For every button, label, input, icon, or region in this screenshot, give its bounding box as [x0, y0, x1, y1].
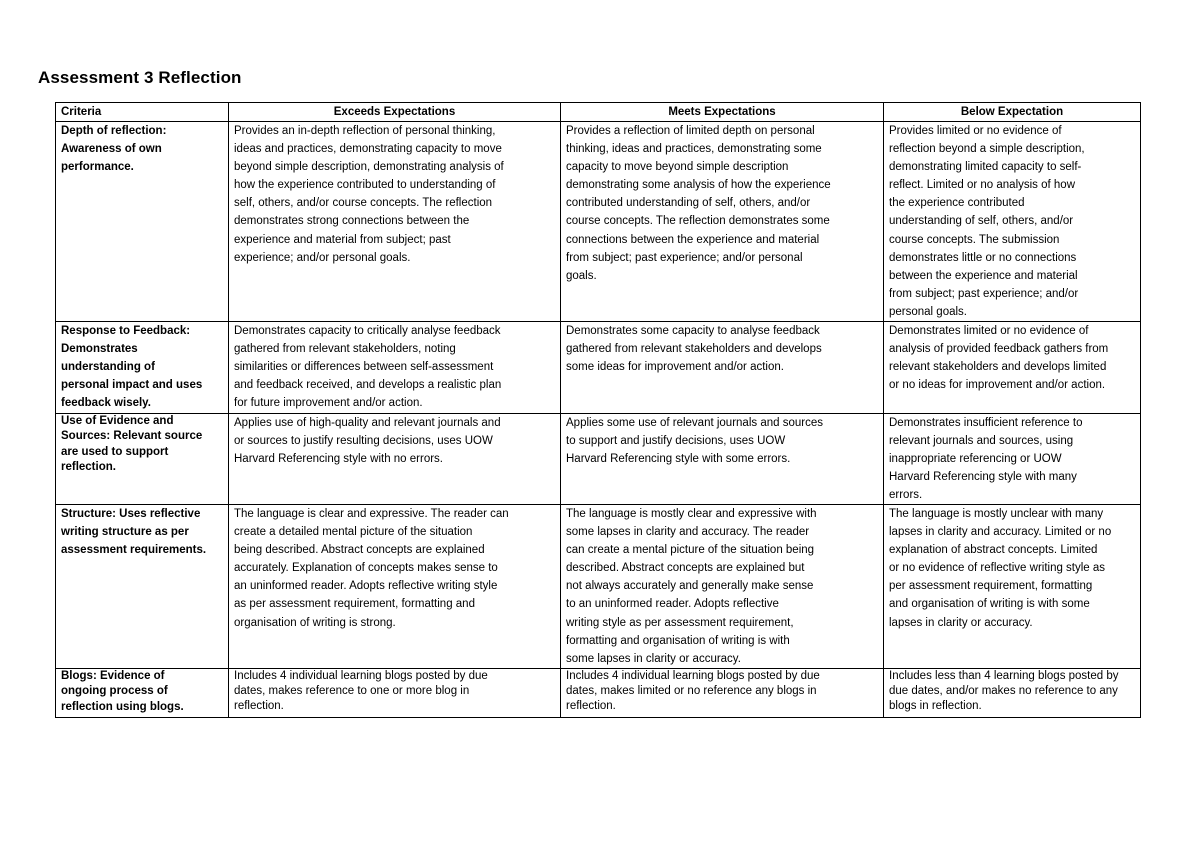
below-cell: Demonstrates limited or no evidence of analysis of provided feedback gathers from relevant stakeholders and develops limited or no ideas for improvement and/or action.: [884, 322, 1141, 413]
table-header-row: [56, 103, 1141, 122]
meets-cell: The language is mostly clear and expressive with some lapses in clarity and accuracy. The reader can create a mental picture of the situation being described. Abstract concepts are explained but not always accurately and generally make sense to an uninformed reader. Adopts reflective writing style as per assessment requirement, formatting and organisation of writing is with some lapses in clarity or accuracy.: [561, 504, 884, 668]
meets-cell: Provides a reflection of limited depth on personal thinking, ideas and practices, demonstrating some capacity to move beyond simple description demonstrating some analysis of how the experience contributed understanding of self, others, and/or course concepts. The reflection demonstrates some connections between the experience and material from subject; past experience; and/or personal goals.: [561, 122, 884, 322]
exceeds-cell: Applies use of high-quality and relevant journals and or sources to justify resulting decisions, uses UOW Harvard Referencing style with no errors.: [229, 413, 561, 504]
below-cell: Includes less than 4 learning blogs posted by due dates, and/or makes no reference to any blogs in reflection.: [884, 668, 1141, 717]
criteria-cell: Blogs: Evidence of ongoing process of reflection using blogs.: [56, 668, 229, 717]
criteria-cell: Structure: Uses reflective writing structure as per assessment requirements.: [56, 504, 229, 668]
below-cell: The language is mostly unclear with many lapses in clarity and accuracy. Limited or no explanation of abstract concepts. Limited or no evidence of reflective writing style as per assessment requirement, formatting and organisation of writing is with some lapses in clarity or accuracy.: [884, 504, 1141, 668]
header-criteria: Criteria: [56, 103, 229, 122]
meets-cell: Includes 4 individual learning blogs posted by due dates, makes limited or no reference any blogs in reflection.: [561, 668, 884, 717]
below-cell: Demonstrates insufficient reference to relevant journals and sources, using inappropriate referencing or UOW Harvard Referencing style with many errors.: [884, 413, 1141, 504]
exceeds-cell: Provides an in-depth reflection of personal thinking, ideas and practices, demonstrating capacity to move beyond simple description, demonstrating analysis of how the experience contributed to understanding of self, others, and/or course concepts. The reflection demonstrates strong connections between the experience and material from subject; past experience; and/or personal goals.: [229, 122, 561, 322]
header-exceeds-expectations: Exceeds Expectations: [229, 103, 561, 122]
below-cell: Provides limited or no evidence of reflection beyond a simple description, demonstrating limited capacity to self- reflect. Limited or no analysis of how the experience contributed understanding of self, others, and/or course concepts. The submission demonstrates little or no connections between the experience and material from subject; past experience; and/or personal goals.: [884, 122, 1141, 322]
table-row: [56, 413, 1141, 504]
meets-cell: Applies some use of relevant journals and sources to support and justify decisions, uses UOW Harvard Referencing style with some errors.: [561, 413, 884, 504]
rubric-table: [55, 102, 1141, 718]
criteria-cell: Depth of reflection: Awareness of own performance.: [56, 122, 229, 322]
table-row: [56, 122, 1141, 322]
criteria-cell: Response to Feedback: Demonstrates understanding of personal impact and uses feedback wisely.: [56, 322, 229, 413]
table-row: [56, 322, 1141, 413]
criteria-cell: Use of Evidence and Sources: Relevant source are used to support reflection.: [56, 413, 229, 504]
meets-cell: Demonstrates some capacity to analyse feedback gathered from relevant stakeholders and develops some ideas for improvement and/or action.: [561, 322, 884, 413]
exceeds-cell: The language is clear and expressive. The reader can create a detailed mental picture of the situation being described. Abstract concepts are explained accurately. Explanation of concepts makes sense to an uninformed reader. Adopts reflective writing style as per assessment requirement, formatting and organisation of writing is strong.: [229, 504, 561, 668]
header-below-expectation: Below Expectation: [884, 103, 1141, 122]
exceeds-cell: Includes 4 individual learning blogs posted by due dates, makes reference to one or more blog in reflection.: [229, 668, 561, 717]
exceeds-cell: Demonstrates capacity to critically analyse feedback gathered from relevant stakeholders, noting similarities or differences between self-assessment and feedback received, and develops a realistic plan for future improvement and/or action.: [229, 322, 561, 413]
table-row: [56, 504, 1141, 668]
document-title: Assessment 3 Reflection: [38, 68, 242, 87]
header-meets-expectations: Meets Expectations: [561, 103, 884, 122]
table-row: [56, 668, 1141, 717]
